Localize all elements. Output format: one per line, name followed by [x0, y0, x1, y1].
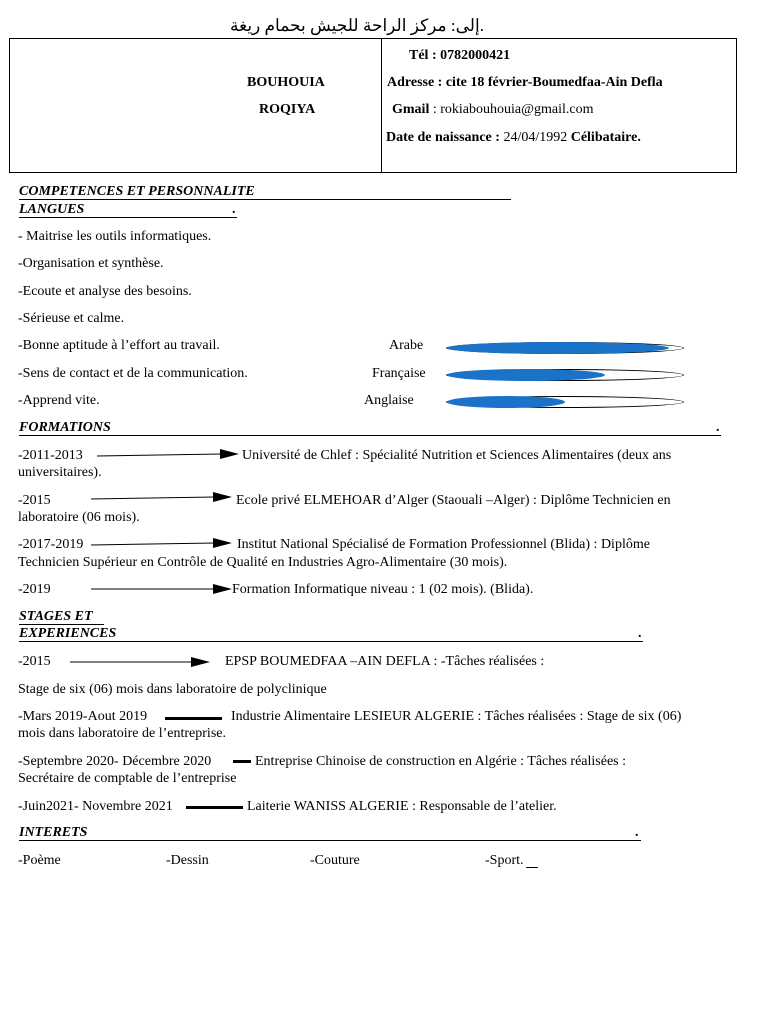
- language-bar-fill: [447, 342, 669, 354]
- language-bar-fill: [447, 396, 565, 408]
- stage-date: -Mars 2019-Aout 2019: [18, 709, 148, 724]
- stage-text-cont: Stage de six (06) mois dans laboratoire de polyclinique: [18, 682, 327, 697]
- sport-underline: [526, 867, 538, 868]
- stage-text: Industrie Alimentaire LESIEUR ALGERIE : Tâches réalisées : Stage de six (06): [231, 709, 682, 724]
- first-name: ROQIYA: [259, 102, 316, 117]
- stage-text: Entreprise Chinoise de construction en Algérie : Tâches réalisées :: [255, 754, 627, 769]
- langues-title: LANGUES: [19, 202, 85, 217]
- language-bar-anglaise: [446, 396, 684, 408]
- language-label: Arabe: [389, 338, 424, 353]
- formation-text: Université de Chlef : Spécialité Nutrition et Sciences Alimentaires (deux ans: [242, 448, 672, 463]
- formation-text-cont: laboratoire (06 mois).: [18, 510, 140, 525]
- competence-item: -Ecoute et analyse des besoins.: [18, 284, 192, 299]
- interets-underline: [19, 840, 641, 841]
- formation-text: Institut National Spécialisé de Formation Professionnel (Blida) : Diplôme: [237, 537, 650, 552]
- formation-date: -2017-2019: [18, 537, 84, 552]
- formation-text-cont: universitaires).: [18, 465, 102, 480]
- address: Adresse : cite 18 février-Boumedfaa-Ain Defla: [387, 75, 663, 90]
- experiences-dot: .: [638, 626, 642, 641]
- competence-item: -Sens de contact et de la communication.: [18, 366, 248, 381]
- interet-item: -Dessin: [166, 853, 209, 868]
- dash-line: [233, 760, 251, 763]
- language-label: Anglaise: [364, 393, 414, 408]
- formation-text: Formation Informatique niveau : 1 (02 mois). (Blida).: [232, 582, 534, 597]
- arrow-icon: [91, 492, 233, 504]
- interets-dot: .: [635, 825, 639, 840]
- stages-underline: [19, 624, 104, 625]
- formations-dot: .: [716, 420, 720, 435]
- competence-item: - Maitrise les outils informatiques.: [18, 229, 212, 244]
- header-divider: [381, 38, 382, 172]
- formations-title: FORMATIONS: [19, 420, 111, 435]
- dash-line: [186, 806, 243, 809]
- language-label: Française: [372, 366, 426, 381]
- phone: Tél : 0782000421: [409, 48, 511, 63]
- langues-dot: .: [232, 202, 236, 217]
- competence-item: -Organisation et synthèse.: [18, 256, 164, 271]
- email: Gmail : rokiabouhouia@gmail.com: [392, 102, 594, 117]
- language-bar-arabe: [446, 342, 684, 354]
- interet-item: -Couture: [310, 853, 360, 868]
- formation-date: -2019: [18, 582, 51, 597]
- language-bar-fill: [447, 369, 605, 381]
- competences-title: COMPETENCES ET PERSONNALITE: [19, 184, 255, 199]
- stage-text-cont: mois dans laboratoire de l’entreprise.: [18, 726, 226, 741]
- stages-title: STAGES ET: [19, 609, 93, 624]
- stage-text: EPSP BOUMEDFAA –AIN DEFLA : -Tâches réalisées :: [225, 654, 545, 669]
- dash-line: [165, 717, 222, 720]
- birth-info: Date de naissance : 24/04/1992 Célibataire.: [386, 130, 641, 145]
- stage-text: Laiterie WANISS ALGERIE : Responsable de l’atelier.: [247, 799, 557, 814]
- language-bar-francaise: [446, 369, 684, 381]
- formations-underline: [19, 435, 721, 436]
- formation-text: Ecole privé ELMEHOAR d’Alger (Staouali –Alger) : Diplôme Technicien en: [236, 493, 671, 508]
- experiences-title: EXPERIENCES: [19, 626, 117, 641]
- formation-text-cont: Technicien Supérieur en Contrôle de Qualité en Industries Agro-Alimentaire (30 mois).: [18, 555, 508, 570]
- stage-date: -2015: [18, 654, 51, 669]
- stage-date: -Juin2021- Novembre 2021: [18, 799, 173, 814]
- arrow-icon: [97, 449, 240, 461]
- competences-underline: [19, 199, 511, 200]
- formation-date: -2011-2013: [18, 448, 83, 463]
- competence-item: -Bonne aptitude à l’effort au travail.: [18, 338, 220, 353]
- stage-date: -Septembre 2020- Décembre 2020: [18, 754, 212, 769]
- langues-underline: [19, 217, 237, 218]
- arrow-icon: [91, 538, 233, 550]
- last-name: BOUHOUIA: [247, 75, 325, 90]
- competence-item: -Apprend vite.: [18, 393, 100, 408]
- arrow-icon: [91, 583, 233, 595]
- interets-title: INTERETS: [19, 825, 88, 840]
- competence-item: -Sérieuse et calme.: [18, 311, 125, 326]
- interet-item: -Sport.: [485, 853, 524, 868]
- destination-line: .إلى: مركز الراحة للجيش بحمام ريغة: [230, 16, 484, 35]
- formation-date: -2015: [18, 493, 51, 508]
- interet-item: -Poème: [18, 853, 61, 868]
- experiences-underline: [19, 641, 643, 642]
- arrow-icon: [70, 656, 211, 668]
- header-box: [9, 38, 737, 173]
- stage-text-cont: Secrétaire de comptable de l’entreprise: [18, 771, 237, 786]
